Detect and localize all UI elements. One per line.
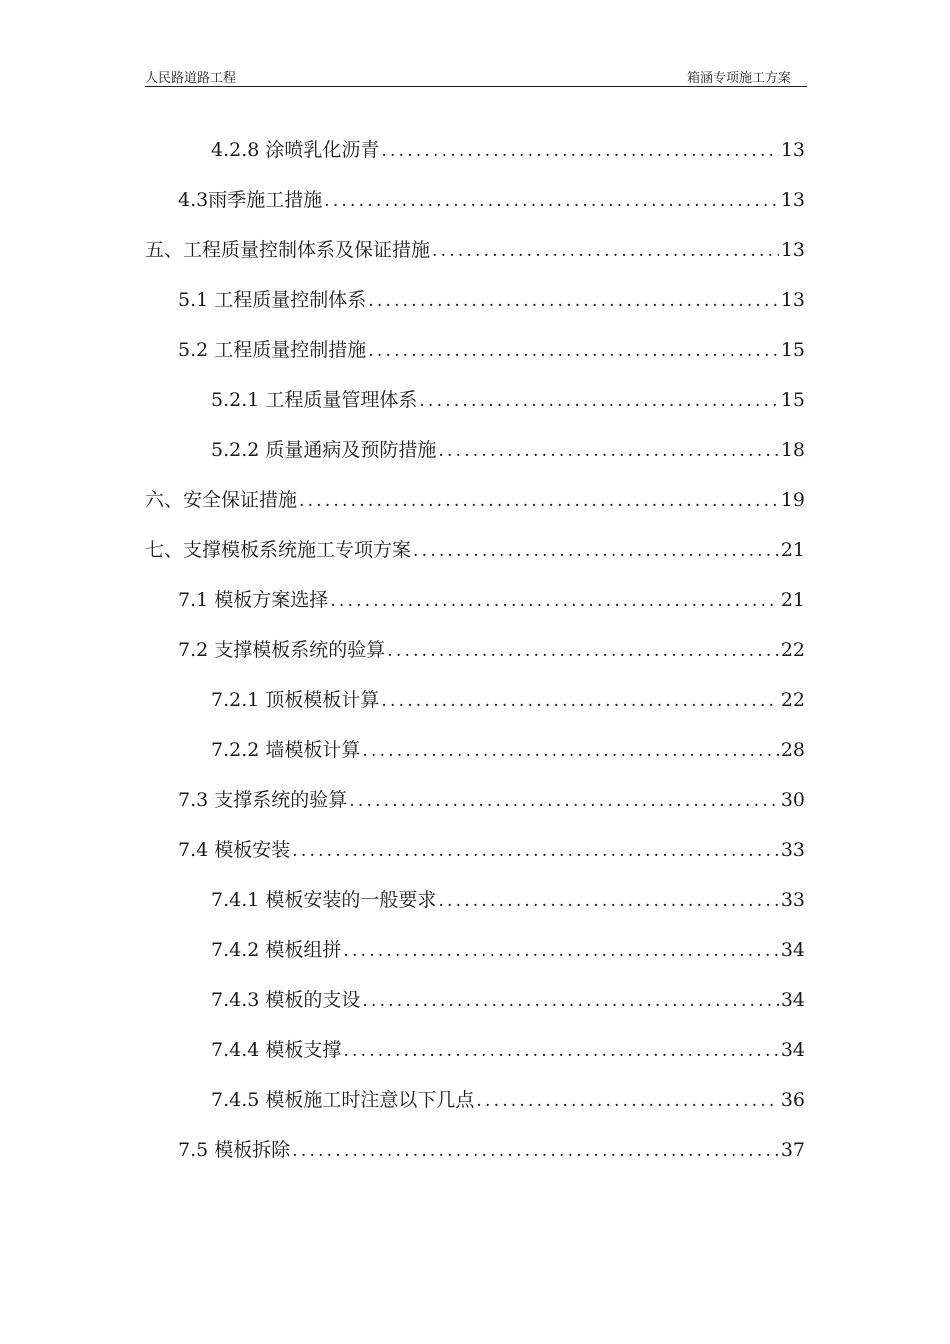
toc-entry-label: 5.1 工程质量控制体系 [178, 289, 367, 311]
toc-entry-page: 13 [780, 189, 805, 211]
toc-entry-label: 7.4 模板安装 [178, 839, 291, 861]
toc-entry-page: 21 [780, 589, 805, 611]
toc-leader-dots [368, 336, 779, 366]
toc-leader-dots [292, 1136, 779, 1166]
toc-entry[interactable] [211, 685, 805, 715]
toc-entry-page: 37 [780, 1139, 805, 1161]
toc-leader-dots [476, 1086, 778, 1116]
toc-entry-page: 15 [780, 339, 805, 361]
toc-entry-page: 18 [780, 439, 805, 461]
toc-leader-dots [438, 436, 778, 466]
toc-entry[interactable] [211, 1085, 805, 1115]
toc-entry-page: 19 [780, 489, 805, 511]
toc-entry-label: 7.2.1 顶板模板计算 [211, 689, 380, 711]
toc-entry-label: 六、安全保证措施 [145, 489, 298, 511]
toc-entry[interactable] [178, 635, 805, 665]
toc-entry-label: 7.4.2 模板组拼 [211, 939, 342, 961]
toc-entry-label: 7.4.1 模板安装的一般要求 [211, 889, 437, 911]
toc-entry[interactable] [145, 535, 805, 565]
toc-leader-dots [349, 786, 779, 816]
toc-entry-label: 7.2.2 墙模板计算 [211, 739, 361, 761]
toc-entry-page: 34 [780, 939, 805, 961]
toc-leader-dots [292, 836, 779, 866]
toc-entry[interactable] [178, 835, 805, 865]
toc-entry[interactable] [211, 385, 805, 415]
toc-entry[interactable] [145, 235, 805, 265]
toc-entry-label: 7.4.3 模板的支设 [211, 989, 361, 1011]
toc-leader-dots [432, 236, 779, 266]
toc-leader-dots [362, 986, 778, 1016]
toc-entry[interactable] [211, 135, 805, 165]
toc-entry[interactable] [178, 785, 805, 815]
toc-entry[interactable] [211, 735, 805, 765]
toc-leader-dots [368, 286, 779, 316]
toc-leader-dots [343, 936, 778, 966]
toc-leader-dots [343, 1036, 778, 1066]
toc-entry[interactable] [211, 435, 805, 465]
page-header [145, 66, 807, 87]
toc-entry-page: 22 [780, 689, 805, 711]
toc-entry-label: 七、支撑模板系统施工专项方案 [145, 539, 412, 561]
toc-entry-page: 28 [780, 739, 805, 761]
toc-entry[interactable] [178, 185, 805, 215]
toc-leader-dots [330, 586, 779, 616]
toc-entry-label: 7.4.4 模板支撑 [211, 1039, 342, 1061]
toc-leader-dots [387, 636, 779, 666]
toc-entry-page: 34 [780, 989, 805, 1011]
header-document-title: 箱涵专项施工方案 [686, 71, 791, 86]
toc-entry-page: 13 [780, 289, 805, 311]
toc-entry-label: 7.1 模板方案选择 [178, 589, 329, 611]
toc-entry-page: 34 [780, 1039, 805, 1061]
toc-leader-dots [362, 736, 778, 766]
toc-entry[interactable] [178, 1135, 805, 1165]
toc-entry-label: 7.5 模板拆除 [178, 1139, 291, 1161]
toc-entry[interactable] [211, 935, 805, 965]
toc-entry-page: 30 [780, 789, 805, 811]
toc-leader-dots [381, 686, 778, 716]
toc-leader-dots [381, 136, 778, 166]
toc-entry-page: 22 [780, 639, 805, 661]
toc-entry-label: 五、工程质量控制体系及保证措施 [145, 239, 431, 261]
toc-entry-label: 4.2.8 涂喷乳化沥青 [211, 139, 380, 161]
toc-entry[interactable] [178, 585, 805, 615]
toc-entry-page: 13 [780, 239, 805, 261]
toc-entry-page: 33 [780, 889, 805, 911]
toc-entry-label: 7.3 支撑系统的验算 [178, 789, 348, 811]
toc-entry[interactable] [178, 335, 805, 365]
toc-leader-dots [324, 186, 779, 216]
toc-entry-page: 33 [780, 839, 805, 861]
toc-leader-dots [299, 486, 779, 516]
toc-entry-page: 15 [780, 389, 805, 411]
toc-entry-page: 21 [780, 539, 805, 561]
toc-leader-dots [413, 536, 779, 566]
toc-entry-label: 7.2 支撑模板系统的验算 [178, 639, 386, 661]
toc-entry[interactable] [211, 885, 805, 915]
header-project-name: 人民路道路工程 [145, 71, 237, 86]
toc-entry[interactable] [145, 485, 805, 515]
toc-entry-page: 36 [780, 1089, 805, 1111]
toc-entry-label: 5.2 工程质量控制措施 [178, 339, 367, 361]
toc-entry[interactable] [211, 985, 805, 1015]
toc-entry-label: 5.2.1 工程质量管理体系 [211, 389, 418, 411]
toc-entry-page: 13 [780, 139, 805, 161]
toc-leader-dots [438, 886, 778, 916]
toc-entry-label: 7.4.5 模板施工时注意以下几点 [211, 1089, 475, 1111]
toc-entry[interactable] [178, 285, 805, 315]
toc-entry-label: 5.2.2 质量通病及预防措施 [211, 439, 437, 461]
toc-entry[interactable] [211, 1035, 805, 1065]
toc-entry-label: 4.3雨季施工措施 [178, 189, 323, 211]
toc-leader-dots [419, 386, 778, 416]
